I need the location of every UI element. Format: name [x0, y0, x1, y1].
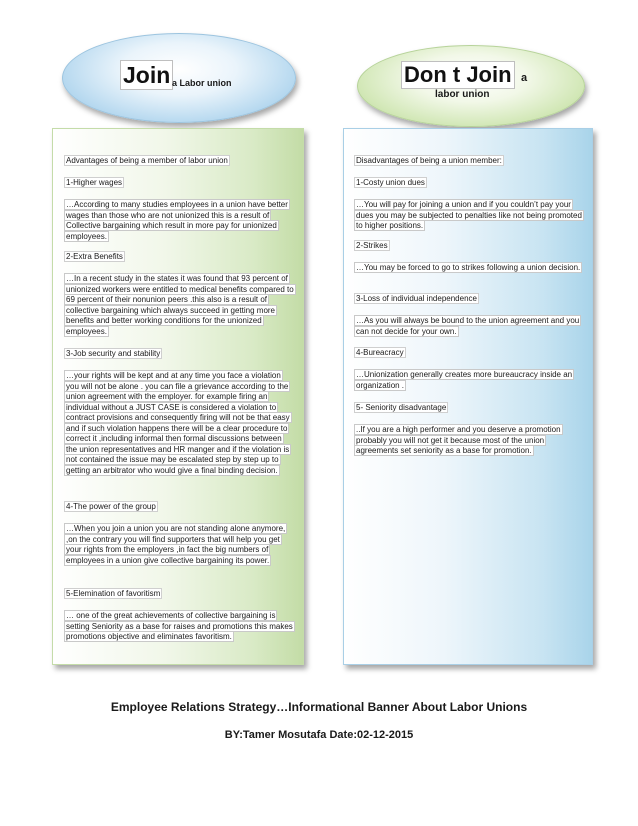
- dont-join-subtitle: labor union: [435, 89, 490, 100]
- author-date-line: BY:Tamer Mosutafa Date:02-12-2015: [224, 729, 414, 741]
- banner-title: Employee Relations Strategy…Informational Banner About Labor Unions: [110, 700, 528, 714]
- dont-join-article: a: [521, 72, 528, 84]
- dont-join-title: Don t Join: [401, 61, 515, 89]
- join-subtitle: a Labor union: [172, 78, 232, 88]
- disadvantage-heading-3: 3-Loss of individual independence: [356, 294, 477, 303]
- advantage-text-4: …When you join a union you are not standing alone anymore, ,on the contrary you will find supporters that will help you get your rights from the employers ,in fact the big numbers of employees in a union give collective bargaining its power.: [66, 524, 286, 565]
- disadvantage-text-3: …As you will always be bound to the union agreement and you can not decide for your own.: [356, 316, 580, 336]
- disadvantage-heading-1: 1-Costy union dues: [356, 178, 425, 187]
- disadvantage-heading-4: 4-Bureacracy: [356, 348, 404, 357]
- disadvantage-text-5: ..If you are a high performer and you deserve a promotion probably you will not get it because most of the union agreements set seniority as a base for promotion.: [356, 425, 561, 455]
- disadvantage-text-4: …Unionization generally creates more bureaucracy inside an organization .: [356, 370, 573, 390]
- advantage-heading-3: 3-Job security and stability: [66, 349, 161, 358]
- disadvantage-text-2: …You may be forced to go to strikes following a union decision.: [356, 263, 581, 272]
- advantage-text-2: …In a recent study in the states it was found that 93 percent of unionized workers were entitled to medical benefits compared to 69 percent of their nonunion peers .this also is a result of collective bargaining which always succeed in getting more benefits and better working conditions for the unionized employees.: [66, 274, 294, 336]
- advantage-heading-1: 1-Higher wages: [66, 178, 123, 187]
- advantage-heading-5: 5-Elemination of favoritism: [66, 589, 161, 598]
- join-title: Join: [120, 60, 173, 90]
- disadvantage-text-1: …You will pay for joining a union and if you couldn’t pay your dues you may be subjected to penalties like not being promoted to higher positions.: [356, 200, 582, 230]
- disadvantage-heading-2: 2-Strikes: [356, 241, 388, 250]
- disadvantages-intro: Disadvantages of being a union member:: [356, 156, 502, 165]
- advantage-heading-2: 2-Extra Benefits: [66, 252, 123, 261]
- advantage-heading-4: 4-The power of the group: [66, 502, 156, 511]
- disadvantage-heading-5: 5- Seniority disadvantage: [356, 403, 447, 412]
- advantage-text-1: …According to many studies employees in a union have better wages than those who are not unionized this is a result of Collective bargaining which result in more pay for unionized employees.: [66, 200, 288, 241]
- advantage-text-3: …your rights will be kept and at any time you face a violation you will not be alone . you can file a grievance according to the union agreement with the employer. for example firing an individual without a JUST CASE is considered a violation to contract provisions and consequently firing will not be that easy and if such violation happens there will be a clear procedure to correct it ,including informal then formal discussions between the union representatives and HR manger and if the violation is not contained the issue may be escalated step by step up to getting an arbitrator who would give a final binding decision.: [66, 371, 290, 475]
- advantage-text-5: … one of the great achievements of collective bargaining is setting Seniority as a base for raises and promotions this makes promotions objective and eliminates favoritism.: [66, 611, 293, 641]
- advantages-intro: Advantages of being a member of labor union: [66, 156, 228, 165]
